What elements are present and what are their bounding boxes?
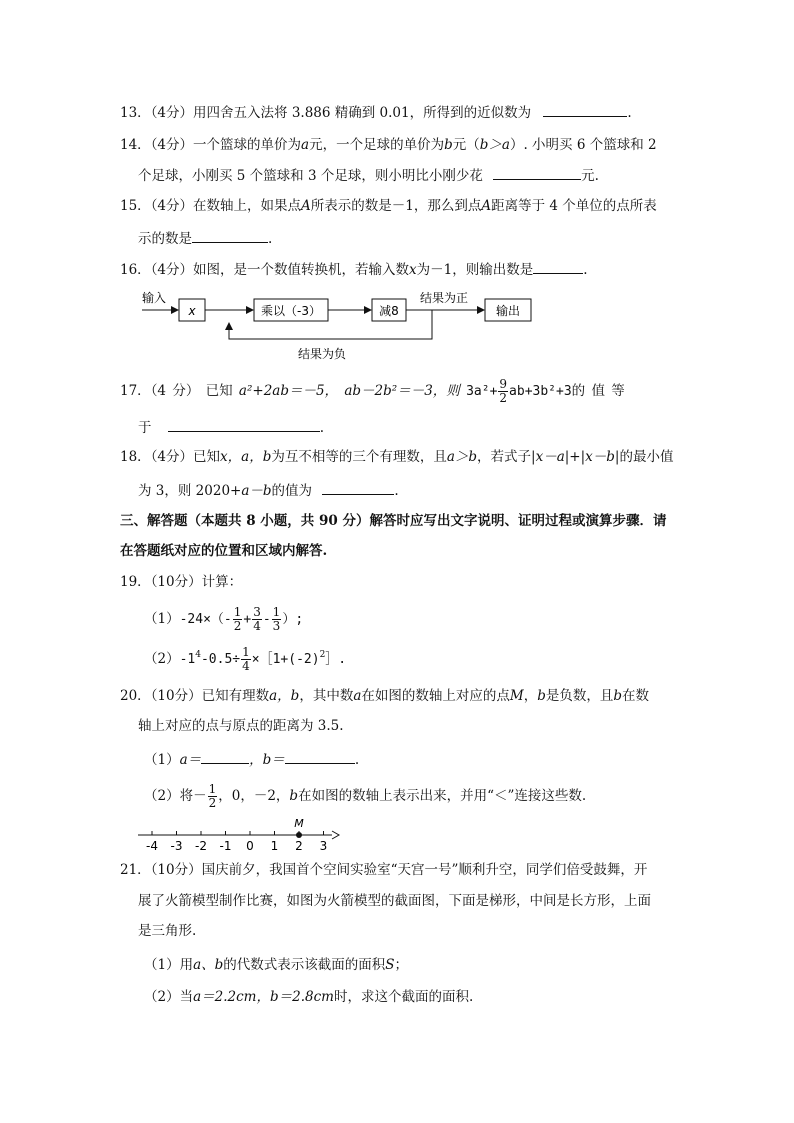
question-number: 14．: [120, 137, 151, 153]
section-3-header-line2: 在答题纸对应的位置和区域内解答.: [120, 543, 328, 559]
question-text: 是负数，且: [545, 688, 614, 704]
fraction: [272, 606, 282, 633]
question-number: 18．: [120, 449, 151, 465]
question-text: 示的数是: [138, 231, 192, 247]
question-18: [120, 447, 673, 467]
fraction: [498, 378, 508, 405]
answer-blank[interactable]: [493, 164, 581, 180]
part-label: （2）: [144, 989, 180, 1005]
part-label: （2）: [144, 788, 180, 804]
question-text: 为－1，则输出数是: [416, 262, 534, 278]
fraction-numerator: 1: [208, 782, 217, 796]
fraction-numerator: 1: [272, 605, 281, 619]
expression: ］.: [325, 652, 347, 667]
tick-label: -1: [219, 839, 232, 853]
question-score: （4分）: [150, 198, 194, 214]
question-text: 在数: [622, 688, 650, 704]
operator: +: [243, 612, 252, 627]
question-14-line2: [138, 164, 599, 186]
question-text: ，其中数: [299, 688, 354, 704]
variable: S: [385, 957, 395, 973]
question-text: 时，求这个截面的面积.: [333, 989, 474, 1005]
fraction-numerator: 1: [233, 605, 242, 619]
variable: b: [444, 137, 453, 153]
box-multiply-label: 乘以（-3）: [261, 304, 321, 318]
period: .: [354, 752, 360, 768]
fraction-denominator: 3: [272, 619, 281, 633]
fraction-numerator: 9: [499, 377, 508, 391]
variable: A: [301, 198, 311, 214]
variables: a、b: [193, 957, 224, 973]
point-M: [296, 832, 302, 838]
question-text: 计算：: [201, 574, 243, 590]
exponent: 2: [319, 650, 326, 660]
question-21-line3: 是三角形.: [138, 923, 197, 939]
part-label: （1）: [144, 611, 180, 627]
tick-label: -3: [170, 839, 183, 853]
input-label: 输入: [142, 291, 167, 305]
question-text: 国庆前夕，我国首个空间实验室“天宫一号”顺利升空，同学们倍受鼓舞，开: [201, 862, 648, 878]
given-condition: a²+2ab＝－5，: [238, 383, 339, 399]
variable: a: [301, 137, 310, 153]
question-number: 19．: [120, 574, 151, 590]
expression: |x－a|+|x－b|: [531, 449, 620, 465]
expression: ×［1+(-2): [251, 652, 320, 667]
period: .: [319, 420, 325, 436]
conversion-machine-diagram: [136, 286, 546, 366]
condition: a＞b: [446, 449, 478, 465]
question-text: 个足球，小刚买 5 个篮球和 3 个足球，则小明比小刚少花: [138, 168, 483, 184]
question-score: （10分）: [150, 688, 202, 704]
question-15: [120, 196, 657, 216]
question-20-line2: 轴上对应的点与原点的距离为 3.5.: [138, 718, 344, 734]
question-text: 元（: [452, 137, 480, 153]
question-15-line2: [138, 227, 272, 249]
question-16: [120, 258, 588, 280]
question-18-line2: [138, 479, 399, 501]
question-19: [120, 572, 242, 592]
fraction-denominator: 2: [233, 619, 242, 633]
expression: -1: [179, 652, 196, 667]
tick-label: 1: [270, 839, 279, 853]
answer-blank[interactable]: [322, 479, 394, 495]
answer-blank[interactable]: [192, 227, 268, 243]
question-number: 21．: [120, 862, 151, 878]
variables: x，a，b: [220, 449, 272, 465]
question-19-part-2: [144, 646, 346, 673]
question-text: 为互不相等的三个有理数，且: [271, 449, 447, 465]
question-19-part-1: [144, 606, 303, 633]
answer-blank-b[interactable]: [285, 748, 355, 764]
fraction: [208, 783, 218, 810]
unit-text: 元.: [581, 168, 599, 184]
operator: -: [262, 612, 271, 627]
number-line-arrowhead: [332, 831, 339, 839]
variable: a: [353, 688, 362, 704]
question-text: 为 3，则 2020+: [138, 483, 242, 499]
point-M-label: M: [294, 817, 304, 830]
question-text: 用: [179, 957, 194, 973]
question-13: [120, 101, 632, 123]
expression: a－b: [241, 483, 272, 499]
question-text: 如图，是一个数值转换机，若输入数: [193, 262, 410, 278]
fraction: [233, 606, 243, 633]
tick-label: -2: [195, 839, 207, 853]
box-x-label: x: [188, 304, 196, 318]
question-score: （10分）: [150, 574, 202, 590]
fraction-denominator: 2: [499, 391, 508, 405]
question-text: 于: [138, 420, 152, 436]
expression: ，b＝: [249, 752, 285, 768]
part-label: （1）: [144, 957, 180, 973]
fraction-numerator: 1: [242, 645, 250, 659]
question-text: 在如图的数轴上表示出来，并用“＜”连接这些数.: [298, 788, 587, 804]
question-text: 所表示的数是－1，那么到点: [310, 198, 482, 214]
question-21-part-1: [144, 955, 408, 975]
question-number: 16．: [120, 262, 151, 278]
positive-label: 结果为正: [419, 291, 469, 305]
question-20: [120, 686, 649, 706]
question-score: （4分）: [150, 137, 194, 153]
given-values: a＝2.2cm，b＝2.8cm: [193, 989, 334, 1005]
question-text: ，若式子: [477, 449, 532, 465]
answer-blank[interactable]: [168, 416, 320, 432]
question-text: 在如图的数轴上对应的点: [361, 688, 510, 704]
tick-label: -4: [146, 839, 158, 853]
negative-label: 结果为负: [297, 347, 347, 361]
question-21-part-2: [144, 987, 473, 1007]
expression: 3a²+: [466, 384, 498, 399]
variable: b: [289, 788, 299, 804]
number-line: [136, 814, 346, 854]
question-score: （10分）: [150, 862, 202, 878]
question-14: [120, 135, 657, 155]
expression: ab+3b²+3: [509, 384, 572, 399]
question-score: （4分）: [150, 105, 194, 121]
part-label: （1）: [144, 752, 180, 768]
question-20-part-1: [144, 748, 359, 770]
feedback-arrow: [229, 310, 432, 339]
question-score: （4分）: [150, 449, 194, 465]
expression: -24×（-: [179, 612, 232, 627]
variable: x: [409, 262, 417, 278]
question-number: 15．: [120, 198, 151, 214]
question-text: 当: [179, 989, 194, 1005]
question-text: 用四舍五入法将 3.886 精确到 0.01，所得到的近似数为: [193, 105, 532, 121]
question-number: 17．: [120, 383, 151, 399]
question-text: 在数轴上，如果点: [193, 198, 302, 214]
exponent: 4: [195, 650, 201, 660]
fraction-denominator: 4: [253, 619, 261, 633]
question-text: 的代数式表示该截面的面积: [223, 957, 386, 973]
expression: -0.5÷: [200, 652, 241, 667]
tick-label: 2: [295, 839, 303, 853]
question-text: ，0，－2，: [218, 788, 290, 804]
question-21: [120, 860, 647, 880]
answer-blank-a[interactable]: [201, 748, 249, 764]
variable: b: [537, 688, 546, 704]
fraction-denominator: 4: [242, 659, 250, 673]
question-number: 20．: [120, 688, 151, 704]
question-score: （4分）: [150, 262, 194, 278]
question-text: 的最小值: [619, 449, 674, 465]
question-text: 已知: [205, 383, 233, 399]
given-condition: ab－2b²＝－3，则: [344, 383, 460, 399]
period: .: [627, 105, 632, 121]
tick-label: 3: [319, 839, 328, 853]
period: .: [583, 262, 588, 278]
variables: a，b: [269, 688, 300, 704]
question-number: 13．: [120, 105, 151, 121]
part-label: （2）: [144, 651, 180, 667]
period: .: [268, 231, 273, 247]
expression: a＝: [179, 752, 202, 768]
variable: A: [481, 198, 492, 214]
box-output-label: 输出: [495, 304, 521, 318]
answer-blank[interactable]: [533, 258, 583, 274]
fraction: [252, 606, 262, 633]
expression: ）;: [282, 612, 304, 627]
question-text: ；: [394, 957, 409, 973]
question-20-part-2: [144, 783, 586, 810]
question-17-line2: [138, 416, 324, 438]
fraction-denominator: 2: [208, 796, 217, 810]
question-text: ）. 小明买 6 个篮球和 2: [509, 137, 657, 153]
variable: b: [613, 688, 623, 704]
fraction: [241, 646, 251, 673]
question-17: [120, 378, 625, 405]
question-text: 的值为: [271, 483, 313, 499]
section-3-header: 三、解答题（本题共 8 小题，共 90 分）解答时应写出文字说明、证明过程或演算步骤．请: [120, 513, 667, 529]
question-text: ，: [523, 688, 538, 704]
answer-blank[interactable]: [543, 101, 627, 117]
fraction-numerator: 3: [253, 605, 261, 619]
question-text: 已知有理数: [201, 688, 270, 704]
tick-label: 0: [246, 839, 254, 853]
question-21-line2: 展了火箭模型制作比赛，如图为火箭模型的截面图，下面是梯形，中间是长方形，上面: [138, 893, 651, 909]
question-text: 元，一个足球的单价为: [309, 137, 445, 153]
box-subtract-label: 减8: [379, 304, 399, 318]
question-text: 距离等于 4 个单位的点所表: [491, 198, 657, 214]
period: .: [394, 483, 399, 499]
question-text: 将－: [179, 788, 207, 804]
variable: M: [509, 688, 524, 704]
question-text: 已知: [193, 449, 221, 465]
question-text: 的 值 等: [571, 383, 625, 399]
condition: b＞a: [479, 137, 510, 153]
question-text: 一个篮球的单价为: [193, 137, 302, 153]
question-score: （4 分）: [150, 383, 200, 399]
